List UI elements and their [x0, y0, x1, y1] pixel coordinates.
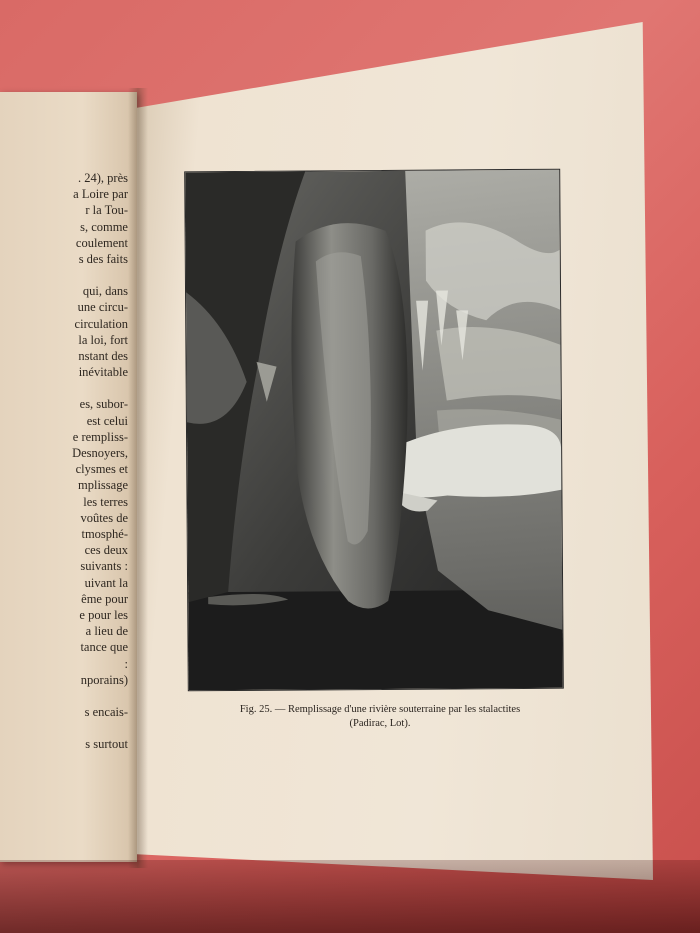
caption-line-2: (Padirac, Lot). — [349, 718, 411, 729]
left-text-line: . 24), près — [78, 171, 128, 185]
left-text-line: circulation — [74, 316, 128, 331]
left-text-line: uivant la — [84, 575, 128, 590]
left-text-line: tance que — [80, 640, 128, 655]
left-text-line — [0, 267, 132, 283]
cave-photograph — [184, 169, 564, 692]
table-shadow — [0, 860, 700, 933]
left-text-line: r la Tou- — [85, 203, 128, 218]
left-text-line: s encais- — [84, 705, 128, 720]
left-text-line: est celui — [86, 413, 128, 428]
left-text-line: nporains) — [80, 672, 128, 687]
left-text-line: a lieu de — [85, 624, 128, 639]
left-text-line: nstant des — [78, 349, 128, 364]
left-text-line: es, subor- — [79, 397, 128, 412]
left-text-line: tmosphé- — [81, 527, 128, 542]
left-text-line: ême pour — [81, 591, 128, 606]
left-page-text — [0, 170, 132, 753]
left-text-line: mplissage — [78, 478, 128, 493]
left-text-line: qui, dans — [82, 284, 128, 299]
book-gutter — [128, 88, 148, 868]
left-text-line: les terres — [83, 494, 128, 509]
left-text-line: e pour les — [79, 608, 128, 623]
left-text-line: a Loire par — [73, 187, 128, 202]
left-text-line — [0, 380, 132, 396]
left-text-line: s, comme — [80, 219, 128, 234]
left-text-line: inévitable — [78, 365, 128, 380]
left-text-line: : — [124, 656, 128, 671]
left-text-line: s des faits — [78, 252, 128, 267]
left-text-line — [0, 688, 132, 704]
stalactite-illustration — [185, 170, 563, 691]
left-text-line: ces deux — [84, 543, 128, 558]
left-page — [0, 92, 137, 862]
left-text-line: une circu- — [77, 300, 128, 315]
left-text-line: la loi, fort — [78, 332, 128, 347]
left-text-line: voûtes de — [80, 510, 128, 525]
figure-caption — [200, 703, 560, 731]
left-text-line: clysmes et — [75, 462, 128, 477]
left-text-line: e rempliss- — [72, 429, 128, 444]
left-text-line: coulement — [75, 235, 128, 250]
left-text-line — [0, 720, 132, 736]
caption-line-1: Fig. 25. — Remplissage d'une rivière souterraine par les stalactites — [239, 704, 521, 715]
left-text-line: s surtout — [85, 737, 128, 752]
left-text-line: Desnoyers, — [72, 446, 128, 461]
left-text-line: suivants : — [80, 559, 128, 574]
